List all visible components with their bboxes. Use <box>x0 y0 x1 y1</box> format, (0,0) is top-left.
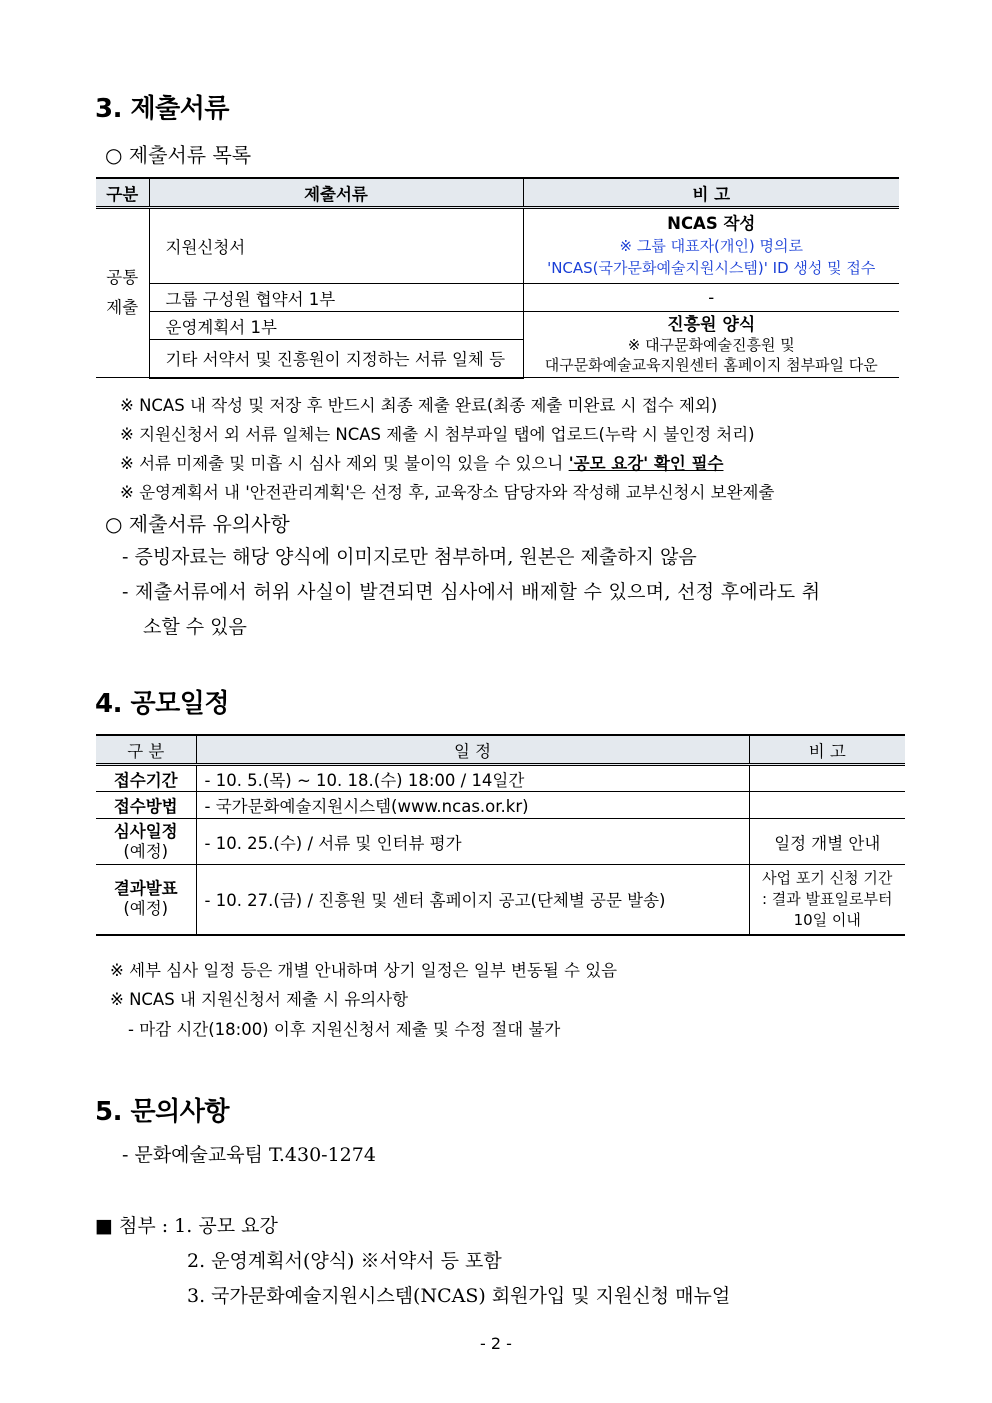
note-3-text: ※ 서류 미제출 및 미흡 시 심사 제외 및 불이익 있을 수 있으니 <box>120 454 569 473</box>
doc-application: 지원신청서 <box>149 208 523 284</box>
caution-2b: 소할 수 있음 <box>143 616 247 638</box>
group-common-submission: 공통 제출 <box>96 208 149 378</box>
doc-operation-plan: 운영계획서 1부 <box>149 312 523 340</box>
note-4: ※ 운영계획서 내 '안전관리계획'은 선정 후, 교육장소 담당자와 작성해 교부신청시 보완제출 <box>120 483 775 502</box>
document-list-heading: ○ 제출서류 목록 <box>105 143 252 167</box>
remark-ncas <box>523 208 899 284</box>
remark-form-title: 진흥원 양식 <box>667 314 756 335</box>
schedule-note-2: ※ NCAS 내 지원신청서 제출 시 유의사항 <box>110 990 409 1009</box>
doc-agreement: 그룹 구성원 협약서 1부 <box>149 284 523 312</box>
remark-ncas-line1: ※ 그룹 대표자(개인) 명의로 <box>619 237 803 255</box>
caution-1: - 증빙자료는 해당 양식에 이미지로만 첨부하며, 원본은 제출하지 않음 <box>122 546 697 568</box>
review-sub: (예정) <box>123 841 169 861</box>
review-label: 심사일정 <box>113 821 178 841</box>
schedule-reception-method: - 국가문화예술지원시스템(www.ncas.or.kr) <box>196 792 749 819</box>
col-remarks: 비 고 <box>523 178 899 208</box>
attachment-3: 3. 국가문화예술지원시스템(NCAS) 회원가입 및 지원신청 매뉴얼 <box>187 1285 731 1307</box>
remark-reception-period <box>749 765 905 792</box>
note-3-emphasis: '공모 요강' 확인 필수 <box>568 454 724 473</box>
remark-reception-method <box>749 792 905 819</box>
note-1: ※ NCAS 내 작성 및 저장 후 반드시 최종 제출 완료(최종 제출 미완료 시 접수 제외) <box>120 396 718 415</box>
remark-foundation-form <box>523 312 899 378</box>
schedule-note-3: - 마감 시간(18:00) 이후 지원신청서 제출 및 수정 절대 불가 <box>128 1020 561 1039</box>
remark-ncas-title: NCAS 작성 <box>667 214 756 233</box>
caution-heading: ○ 제출서류 유의사항 <box>105 512 290 536</box>
col-remarks: 비 고 <box>749 735 905 765</box>
remark-ncas-line2: 'NCAS(국가문화예술지원시스템)' ID 생성 및 접수 <box>547 259 876 277</box>
col-category: 구분 <box>96 178 149 208</box>
result-sub: (예정) <box>123 899 169 919</box>
attachment-1: ■ 첨부 : 1. 공모 요강 <box>95 1215 278 1237</box>
section-5-title: 5. 문의사항 <box>95 1097 229 1127</box>
col-schedule: 일 정 <box>196 735 749 765</box>
note-2: ※ 지원신청서 외 서류 일체는 NCAS 제출 시 첨부파일 탭에 업로드(누락 시 불인정 처리) <box>120 425 755 444</box>
col-category: 구 분 <box>96 735 196 765</box>
section-4-title: 4. 공모일정 <box>95 689 229 719</box>
doc-other: 기타 서약서 및 진흥원이 지정하는 서류 일체 등 <box>149 340 523 378</box>
remark-form-line1: ※ 대구문화예술진흥원 및 <box>627 335 795 354</box>
row-label-review <box>96 819 196 865</box>
row-label-reception-method: 접수방법 <box>96 792 196 819</box>
remark-dash: - <box>523 284 899 312</box>
remark-review: 일정 개별 안내 <box>749 819 905 865</box>
schedule-table <box>96 734 905 936</box>
attachment-2: 2. 운영계획서(양식) ※서약서 등 포함 <box>187 1250 502 1272</box>
documents-table <box>96 177 899 379</box>
schedule-note-1: ※ 세부 심사 일정 등은 개별 안내하며 상기 일정은 일부 변동될 수 있음 <box>110 961 618 980</box>
result-label: 결과발표 <box>113 879 178 899</box>
remark-form-line2: 대구문화예술교육지원센터 홈페이지 첨부파일 다운 <box>544 355 878 374</box>
page-number: - 2 - <box>480 1334 512 1353</box>
row-label-reception-period: 접수기간 <box>96 765 196 792</box>
col-documents: 제출서류 <box>149 178 523 208</box>
row-label-result <box>96 865 196 935</box>
schedule-reception-period: - 10. 5.(목) ~ 10. 18.(수) 18:00 / 14일간 <box>196 765 749 792</box>
caution-2a: - 제출서류에서 허위 사실이 발견되면 심사에서 배제할 수 있으며, 선정 후에라도 취 <box>122 581 821 603</box>
schedule-review: - 10. 25.(수) / 서류 및 인터뷰 평가 <box>196 819 749 865</box>
contact-line: - 문화예술교육팀 T.430-1274 <box>122 1144 376 1166</box>
note-3 <box>120 450 723 474</box>
schedule-result: - 10. 27.(금) / 진흥원 및 센터 홈페이지 공고(단체별 공문 발송) <box>196 865 749 935</box>
section-3-title: 3. 제출서류 <box>95 94 229 124</box>
remark-result: 사업 포기 신청 기간 : 결과 발표일로부터 10일 이내 <box>749 865 905 935</box>
